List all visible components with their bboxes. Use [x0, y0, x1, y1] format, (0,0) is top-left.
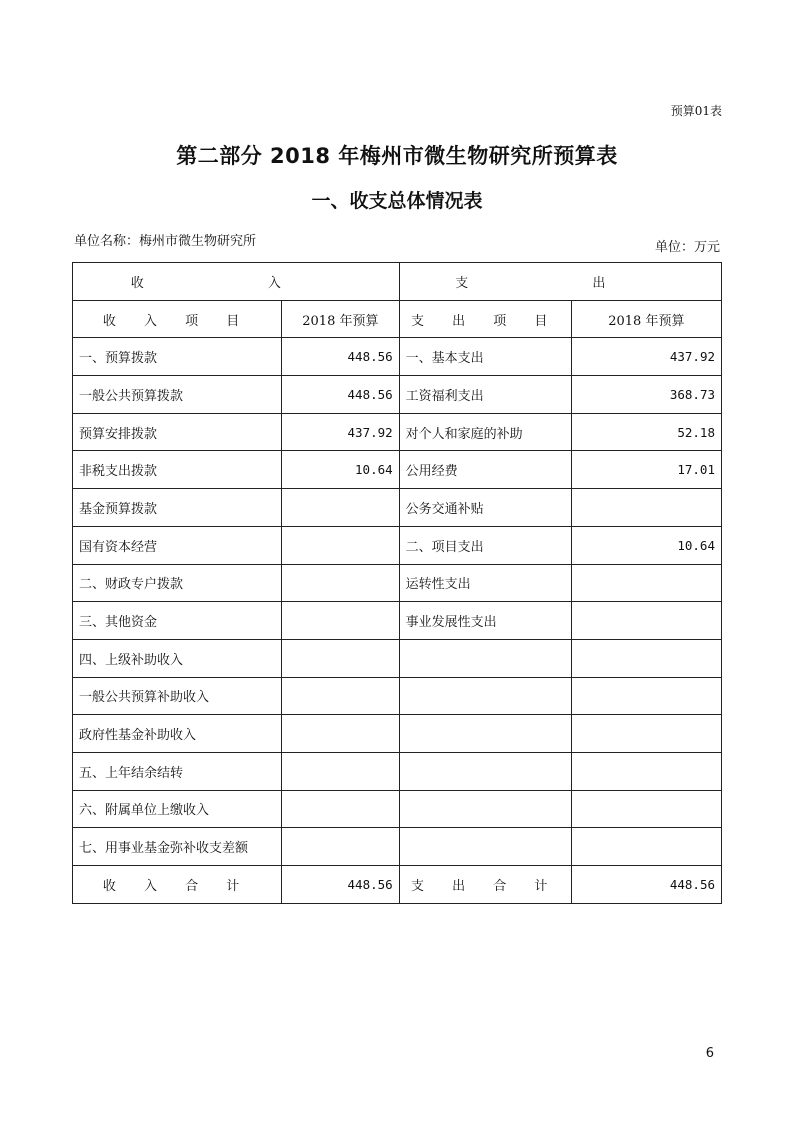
- expense-item: 对个人和家庭的补助: [399, 413, 571, 451]
- expense-item: 公用经费: [399, 451, 571, 489]
- expense-value: [571, 489, 721, 527]
- expense-section-header: 支 出: [399, 263, 721, 301]
- income-item: 一、预算拨款: [73, 338, 282, 376]
- income-value: [282, 715, 400, 753]
- income-value: 437.92: [282, 413, 400, 451]
- table-subtitle: 一、收支总体情况表: [311, 190, 483, 212]
- table-row: [73, 639, 722, 677]
- expense-item: 事业发展性支出: [399, 602, 571, 640]
- income-total-value: 448.56: [282, 866, 400, 904]
- expense-total-value: 448.56: [571, 866, 721, 904]
- page-number: 6: [705, 1046, 714, 1061]
- income-value: 448.56: [282, 338, 400, 376]
- income-total-label: 收 入 合 计: [73, 866, 282, 904]
- expense-value: [571, 602, 721, 640]
- income-value: [282, 828, 400, 866]
- income-item: 五、上年结余结转: [73, 752, 282, 790]
- income-section-header: 收 入: [73, 263, 400, 301]
- expense-item: 一、基本支出: [399, 338, 571, 376]
- income-value: [282, 790, 400, 828]
- income-item: 七、用事业基金弥补收支差额: [73, 828, 282, 866]
- expense-item: 工资福利支出: [399, 376, 571, 414]
- budget-summary-table: [72, 262, 722, 904]
- table-row: [73, 451, 722, 489]
- expense-value: [571, 677, 721, 715]
- expense-value: 10.64: [571, 526, 721, 564]
- expense-value: 437.92: [571, 338, 721, 376]
- income-item: 一般公共预算拨款: [73, 376, 282, 414]
- income-item: 非税支出拨款: [73, 451, 282, 489]
- unit-measure: 单位：万元: [654, 240, 720, 255]
- income-value: [282, 677, 400, 715]
- expense-item: [399, 715, 571, 753]
- expense-value: 368.73: [571, 376, 721, 414]
- expense-budget-header: 2018 年预算: [571, 300, 721, 338]
- table-row: [73, 413, 722, 451]
- table-row: [73, 790, 722, 828]
- income-value: 448.56: [282, 376, 400, 414]
- expense-item: 公务交通补贴: [399, 489, 571, 527]
- income-value: 10.64: [282, 451, 400, 489]
- form-code: 预算01表: [670, 104, 722, 118]
- income-value: [282, 602, 400, 640]
- table-row: [73, 677, 722, 715]
- column-header-row: [73, 300, 722, 338]
- table-row: [73, 489, 722, 527]
- expense-value: [571, 828, 721, 866]
- table-row: [73, 338, 722, 376]
- expense-item: [399, 828, 571, 866]
- table-row: [73, 715, 722, 753]
- income-item: 基金预算拨款: [73, 489, 282, 527]
- income-value: [282, 489, 400, 527]
- income-value: [282, 564, 400, 602]
- page-title: 第二部分 2018 年梅州市微生物研究所预算表: [176, 144, 618, 168]
- table-row: [73, 602, 722, 640]
- expense-item: [399, 639, 571, 677]
- income-item-header: 收 入 项 目: [73, 300, 282, 338]
- income-item: 一般公共预算补助收入: [73, 677, 282, 715]
- expense-value: [571, 639, 721, 677]
- unit-name: 单位名称：梅州市微生物研究所: [74, 234, 257, 249]
- table-row: [73, 526, 722, 564]
- expense-value: 17.01: [571, 451, 721, 489]
- expense-value: [571, 790, 721, 828]
- total-row: [73, 866, 722, 904]
- income-item: 政府性基金补助收入: [73, 715, 282, 753]
- expense-value: 52.18: [571, 413, 721, 451]
- expense-value: [571, 752, 721, 790]
- income-value: [282, 526, 400, 564]
- section-header-row: [73, 263, 722, 301]
- table-row: [73, 564, 722, 602]
- income-item: 三、其他资金: [73, 602, 282, 640]
- income-item: 国有资本经营: [73, 526, 282, 564]
- expense-item: [399, 677, 571, 715]
- income-value: [282, 639, 400, 677]
- table-row: [73, 752, 722, 790]
- expense-total-label: 支 出 合 计: [399, 866, 571, 904]
- expense-item: 二、项目支出: [399, 526, 571, 564]
- expense-item: [399, 790, 571, 828]
- income-value: [282, 752, 400, 790]
- expense-value: [571, 564, 721, 602]
- income-budget-header: 2018 年预算: [282, 300, 400, 338]
- expense-value: [571, 715, 721, 753]
- income-item: 预算安排拨款: [73, 413, 282, 451]
- expense-item-header: 支 出 项 目: [399, 300, 571, 338]
- expense-item: [399, 752, 571, 790]
- table-row: [73, 828, 722, 866]
- expense-item: 运转性支出: [399, 564, 571, 602]
- income-item: 四、上级补助收入: [73, 639, 282, 677]
- table-row: [73, 376, 722, 414]
- income-item: 六、附属单位上缴收入: [73, 790, 282, 828]
- income-item: 二、财政专户拨款: [73, 564, 282, 602]
